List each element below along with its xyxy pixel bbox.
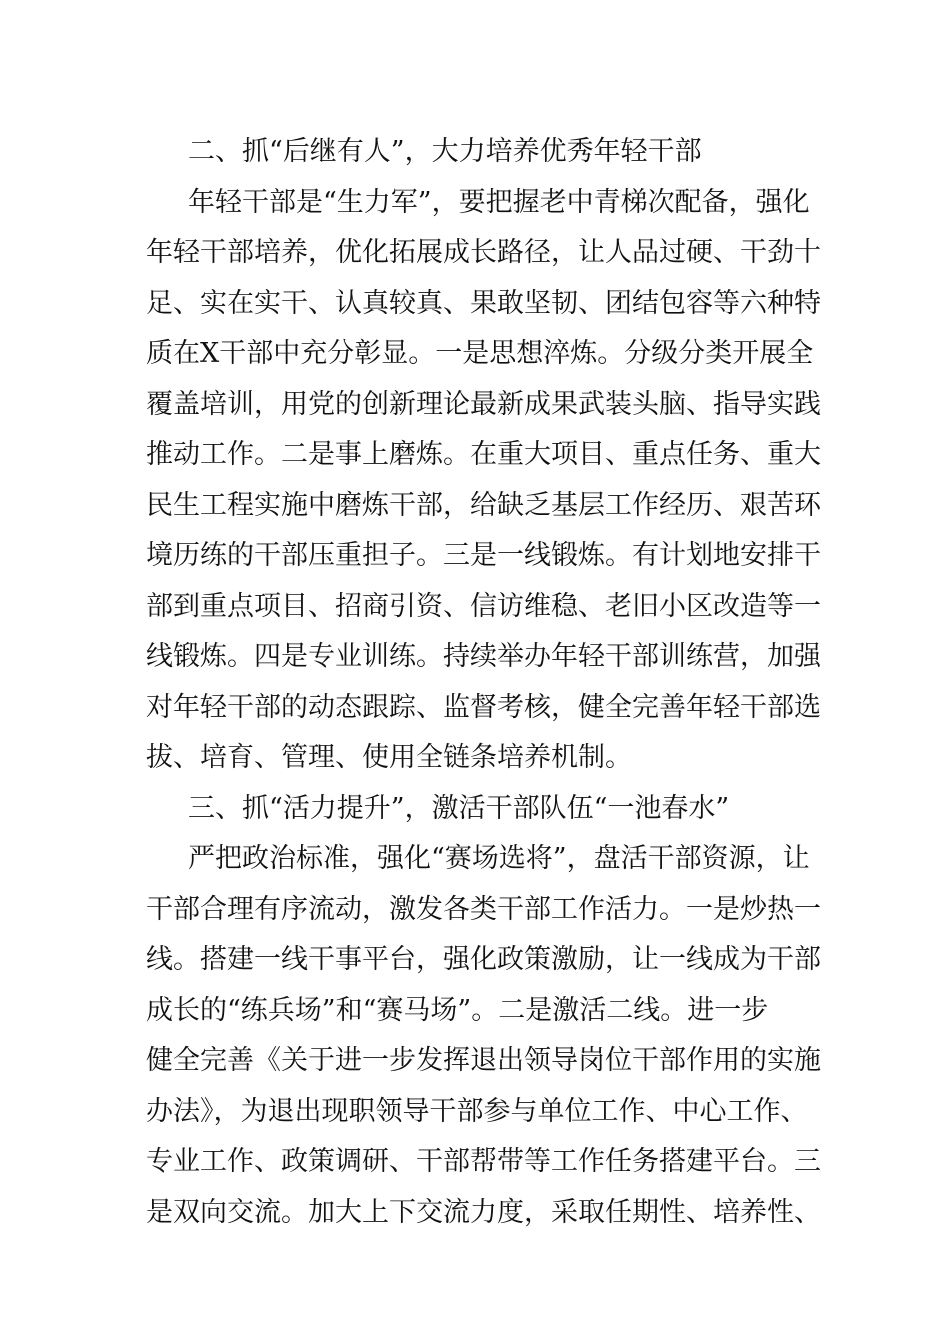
- section-heading-3: 三、抓“活力提升”，激活干部队伍“一池春水”: [188, 792, 730, 824]
- paragraph-line: 线。搭建一线干事平台，强化政策激励，让一线成为干部: [146, 944, 821, 975]
- paragraph-line: 办法》，为退出现职领导干部参与单位工作、中心工作、: [146, 1095, 808, 1127]
- paragraph-line: 部到重点项目、招商引资、信访维稳、老旧小区改造等一: [146, 590, 821, 622]
- paragraph-line: 年轻干部是“生力军”，要把握老中青梯次配备，强化: [188, 186, 810, 218]
- paragraph-line: 对年轻干部的动态跟踪、监督考核，健全完善年轻干部选: [146, 691, 821, 723]
- paragraph-line: 拔、培育、管理、使用全链条培养机制。: [146, 742, 632, 773]
- paragraph-line: 民生工程实施中磨炼干部，给缺乏基层工作经历、艰苦环: [146, 489, 821, 521]
- paragraph-line: 成长的“练兵场”和“赛马场”。二是激活二线。进一步: [146, 994, 769, 1026]
- paragraph-line: 干部合理有序流动，激发各类干部工作活力。一是炒热一: [146, 893, 821, 925]
- document-body: [146, 127, 821, 1238]
- paragraph-line: 足、实在实干、认真较真、果敢坚韧、团结包容等六种特: [146, 287, 821, 319]
- paragraph-line: 专业工作、政策调研、干部帮带等工作任务搭建平台。三: [146, 1146, 821, 1177]
- paragraph-line: 严把政治标准，强化“赛场选将”，盘活干部资源，让: [188, 843, 810, 874]
- paragraph-line: 境历练的干部压重担子。三是一线锻炼。有计划地安排干: [146, 540, 821, 571]
- paragraph-line: 线锻炼。四是专业训练。持续举办年轻干部训练营，加强: [146, 641, 821, 672]
- paragraph-line: 质在X干部中充分彰显。一是思想淬炼。分级分类开展全: [146, 338, 814, 369]
- section-heading-2: 二、抓“后继有人”，大力培养优秀年轻干部: [188, 136, 702, 167]
- paragraph-line: 健全完善《关于进一步发挥退出领导岗位干部作用的实施: [146, 1045, 821, 1076]
- paragraph-line: 推动工作。二是事上磨炼。在重大项目、重点任务、重大: [146, 439, 821, 470]
- paragraph-line: 年轻干部培养，优化拓展成长路径，让人品过硬、干劲十: [146, 237, 821, 268]
- paragraph-line: 覆盖培训，用党的创新理论最新成果武装头脑、指导实践: [146, 388, 821, 420]
- paragraph-line: 是双向交流。加大上下交流力度，采取任期性、培养性、: [146, 1196, 821, 1228]
